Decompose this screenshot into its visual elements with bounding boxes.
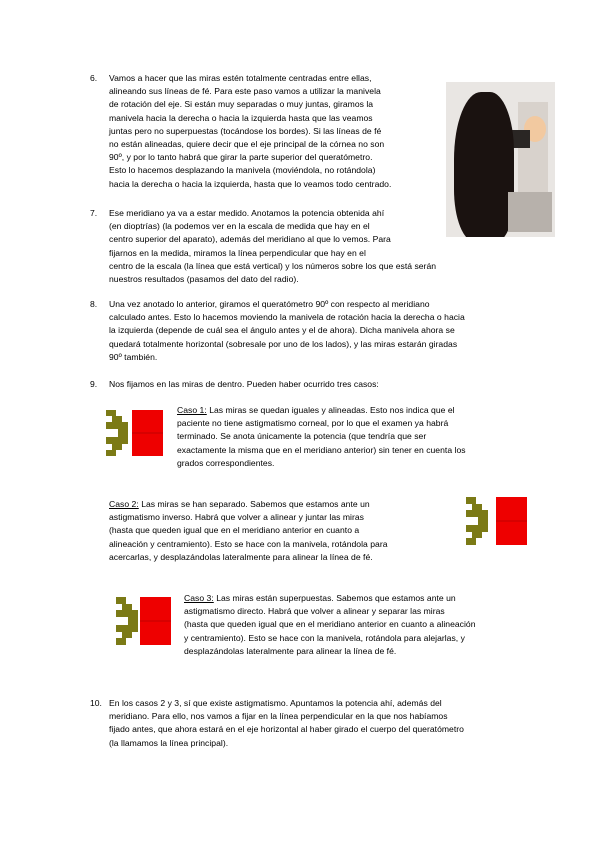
- case-label: Caso 3:: [184, 593, 214, 603]
- text-line: acercarlas, y desplazándolas lateralmente para alinear la línea de fé.: [109, 551, 373, 562]
- text-line: En los casos 2 y 3, sí que existe astigmatismo. Apuntamos la potencia ahí, además del: [109, 698, 442, 708]
- text-line: Ese meridiano ya va a estar medido. Anotamos la potencia obtenida ahí: [109, 208, 385, 218]
- text-line: fijarnos en la medida, miramos la línea perpendicular que hay en el: [109, 247, 366, 258]
- item-number: 6.: [90, 73, 98, 83]
- text-line: (en dioptrías) (la podemos ver en la escala de medida que hay en el: [109, 221, 370, 232]
- text-line: Vamos a hacer que las miras estén totalmente centradas entre ellas,: [109, 73, 372, 83]
- text-line: Esto lo hacemos desplazando la manivela (moviéndola, no rotándola): [109, 165, 376, 176]
- text-line: Caso 1: Las miras se quedan iguales y alineadas. Esto nos indica que el: [177, 405, 455, 415]
- mira-diagram-case-3: [116, 597, 172, 645]
- mira-green-shape: [116, 597, 138, 645]
- text-line: (la llamamos la línea principal).: [109, 737, 229, 748]
- text-line: 90º, y por lo tanto habrá que girar la parte superior del queratómetro.: [109, 152, 373, 163]
- case-3-text: [184, 592, 529, 658]
- text-line: desplazándolas lateralmente para alinear la línea de fé.: [184, 645, 397, 656]
- text-line: exactamente la misma que en el meridiano anterior) sin tener en cuenta los: [177, 444, 466, 455]
- text-line: (hasta que queden igual que en el meridiano anterior en cuanto a: [109, 525, 360, 536]
- text-line: fijado antes, que ahora estará en el eje horizontal al haber girado el cuerpo del queratómetro: [109, 724, 464, 735]
- text-line: alineando sus líneas de fé. Para este paso vamos a utilizar la manivela: [109, 86, 381, 97]
- text-line: centro de la escala (la línea que está vertical) y los números sobre los que está serán: [109, 260, 437, 271]
- text-line: meridiano. Para ello, nos vamos a fijar en la línea perpendicular en la que nos habíamos: [109, 711, 448, 722]
- item-number: 9.: [90, 379, 98, 389]
- item-9-text: [109, 378, 549, 391]
- item-8-text: [109, 298, 549, 364]
- case-1-text: [177, 404, 522, 470]
- mira-diagram-case-2: [466, 497, 528, 545]
- text-line: astigmatismo directo. Habrá que volver a alinear y separar las miras: [184, 606, 445, 617]
- text-line: paciente no tiene astigmatismo corneal, por lo que el examen ya habrá: [177, 418, 449, 429]
- text-line: manivela hacia la derecha o hacia la izquierda hasta que las veamos: [109, 112, 373, 123]
- text-line: terminado. Se anota únicamente la potencia (que tendría que ser: [177, 431, 427, 442]
- item-6-text: [109, 72, 444, 191]
- text-line: Nos fijamos en las miras de dentro. Pueden haber ocurrido tres casos:: [109, 379, 379, 389]
- text-line: de rotación del eje. Si están muy separadas o muy juntas, giramos la: [109, 99, 374, 110]
- text-line: y centramiento). Esto se hace con la manivela, rotándola para alejarlas, y: [184, 632, 465, 643]
- text-line: quedará totalmente horizontal (sobresale por uno de los lados), y las miras estarán giradas: [109, 338, 458, 349]
- mira-diagram-case-1: [106, 410, 164, 456]
- text-line: juntas pero no superpuestas (tocándose los bordes). Si las líneas de fé: [109, 125, 382, 136]
- text-line: hacia la derecha o hacia la izquierda, hasta que lo veamos todo centrado.: [109, 178, 392, 189]
- mira-green-shape: [466, 497, 488, 545]
- text-line: Caso 2: Las miras se han separado. Sabemos que estamos ante un: [109, 499, 370, 509]
- text-line: astigmatismo inverso. Habrá que volver a alinear y juntar las miras: [109, 512, 364, 523]
- case-label: Caso 1:: [177, 405, 207, 415]
- case-2-text: [109, 498, 454, 564]
- text-line: no están alineadas, quiere decir que el eje principal de la córnea no son: [109, 139, 385, 150]
- item-number: 8.: [90, 299, 98, 309]
- text-line: grados correspondientes.: [177, 457, 275, 468]
- text-line: Una vez anotado lo anterior, giramos el queratómetro 90º con respecto al meridiano: [109, 299, 430, 309]
- text-line: alineación y centramiento). Esto se hace con la manivela, rotándola para: [109, 538, 388, 549]
- text-line: calculado antes. Esto lo hacemos moviendo la manivela de rotación hacia la derecha o hacia: [109, 312, 465, 323]
- item-7-text: [109, 207, 549, 286]
- case-label: Caso 2:: [109, 499, 139, 509]
- mira-green-shape: [106, 410, 128, 456]
- text-line: nuestros resultados (pasamos del dato del radio).: [109, 274, 299, 285]
- item-10-text: [109, 697, 549, 750]
- item-number: 7.: [90, 208, 98, 218]
- text-line: 90º también.: [109, 351, 158, 362]
- text-line: Caso 3: Las miras están superpuestas. Sabemos que estamos ante un: [184, 593, 456, 603]
- text-line: la izquierda (depende de cuál sea el ángulo antes y el de ahora). Dicha manivela ahora se: [109, 325, 455, 336]
- text-line: centro superior del aparato), además del meridiano al que lo vemos. Para: [109, 234, 391, 245]
- item-number: 10.: [90, 698, 102, 708]
- text-line: (hasta que queden igual que en el meridiano anterior en cuanto a alineación: [184, 619, 476, 630]
